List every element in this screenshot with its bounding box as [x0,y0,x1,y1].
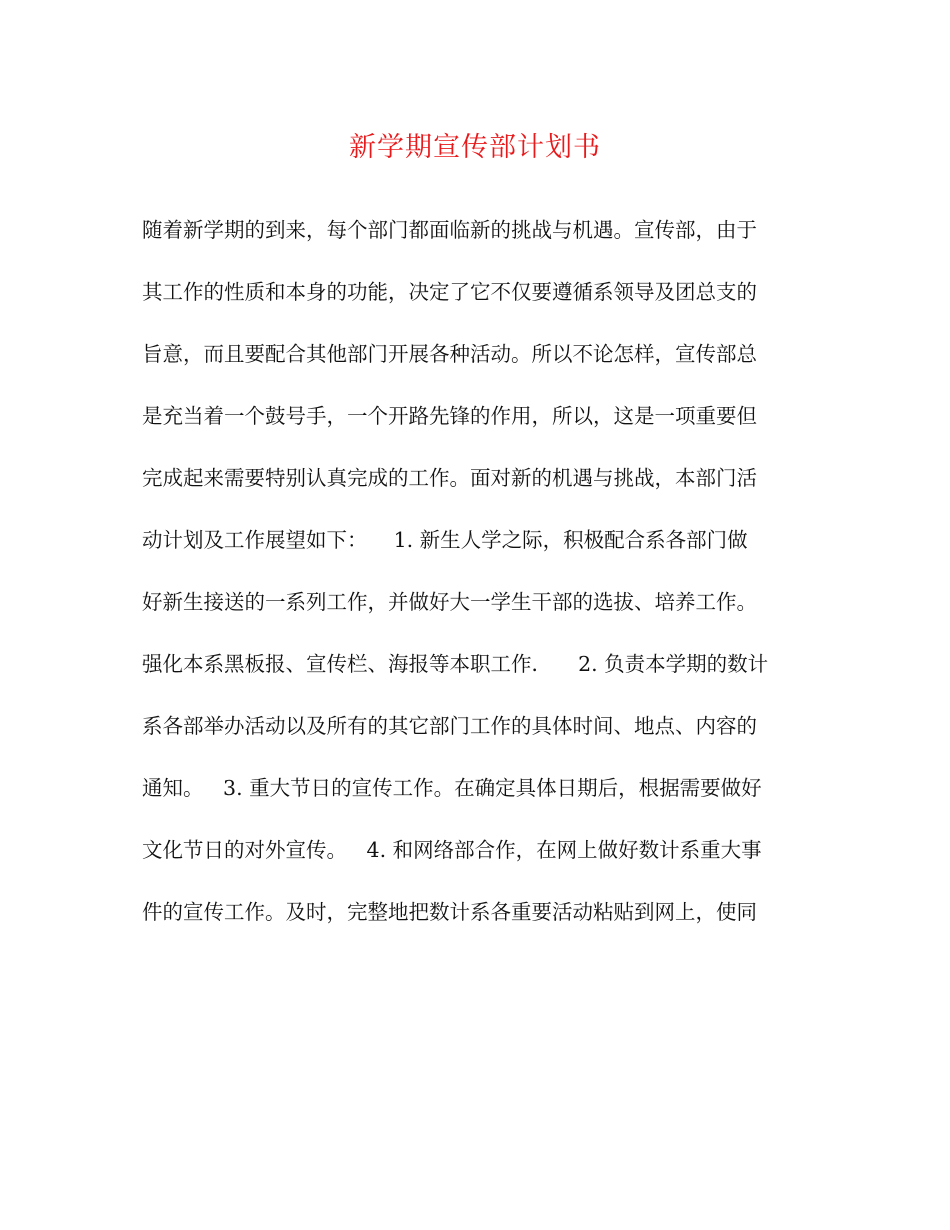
document-body [142,210,822,954]
body-line: 动计划及工作展望如下： 1. 新生人学之际，积极配合系各部门做 [142,528,748,552]
body-line: 旨意，而且要配合其他部门开展各种活动。所以不论怎样，宣传部总 [142,342,757,366]
body-line: 是充当着一个鼓号手，一个开路先锋的作用，所以，这是一项重要但 [142,404,757,428]
body-line: 文化节日的对外宣传。 4. 和网络部合作，在网上做好数计系重大事 [142,838,762,862]
body-line: 系各部举办活动以及所有的其它部门工作的具体时间、地点、内容的 [142,714,757,738]
body-line: 其工作的性质和本身的功能，决定了它不仅要遵循系领导及团总支的 [142,280,757,304]
document-title: 新学期宣传部计划书 [349,132,601,163]
body-line: 通知。 3. 重大节日的宣传工作。在确定具体日期后，根据需要做好 [142,776,762,800]
body-line: 随着新学期的到来，每个部门都面临新的挑战与机遇。宣传部，由于 [142,218,757,242]
body-line: 好新生接送的一系列工作，并做好大一学生干部的选拔、培养工作。 [142,590,757,614]
body-line: 件的宣传工作。及时，完整地把数计系各重要活动粘贴到网上，使同 [142,900,757,924]
body-line: 强化本系黑板报、宣传栏、海报等本职工作． 2. 负责本学期的数计 [142,652,769,676]
body-line: 完成起来需要特别认真完成的工作。面对新的机遇与挑战，本部门活 [142,466,757,490]
